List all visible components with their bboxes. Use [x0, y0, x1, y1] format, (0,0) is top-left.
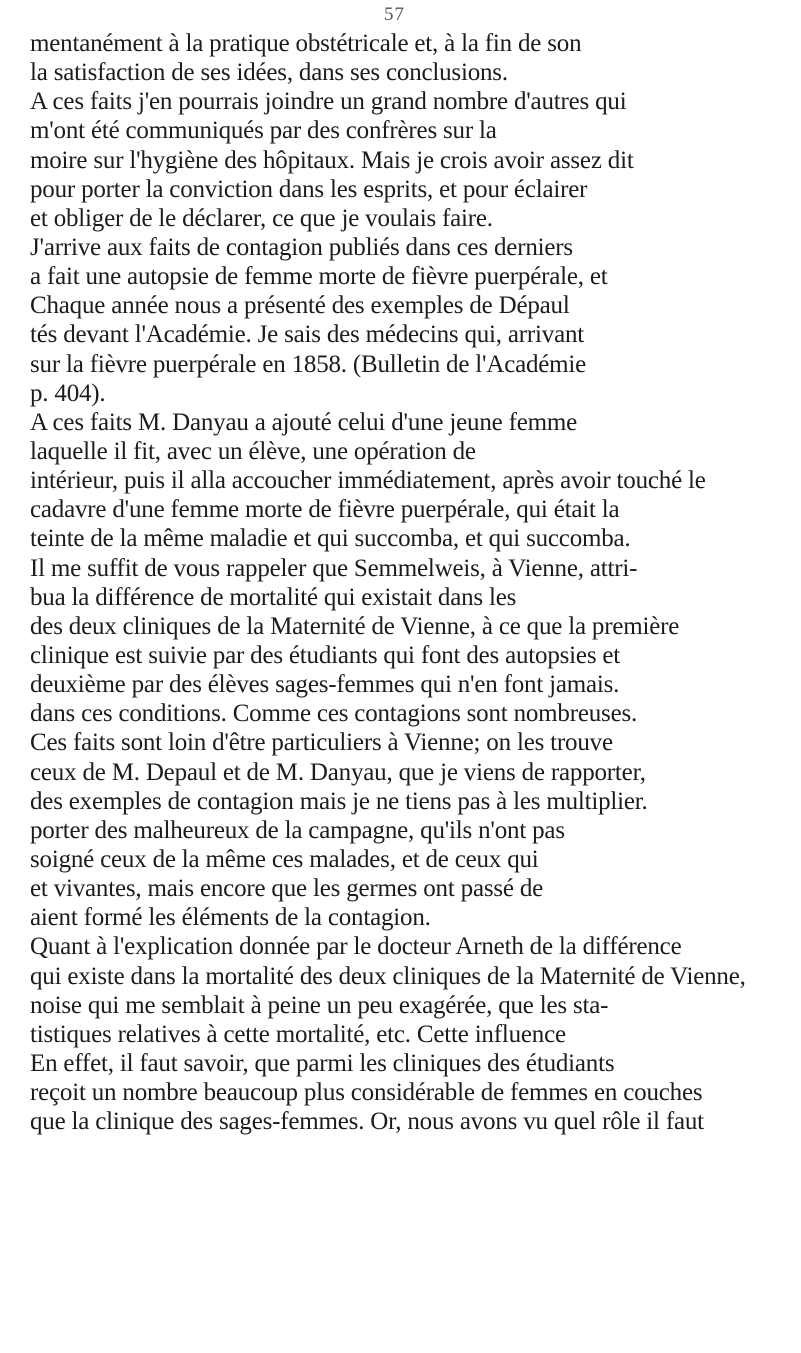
text-line: des exemples de contagion mais je ne tiens pas à les multiplier.	[30, 787, 648, 815]
text-line: la satisfaction de ses idées, dans ses conclusions.	[30, 59, 508, 87]
text-line: clinique est suivie par des étudiants qui font des autopsies et	[30, 641, 621, 669]
text-line: noise qui me semblait à peine un peu exagérée, que les sta-	[30, 991, 609, 1019]
text-line: que la clinique des sages-femmes. Or, nous avons vu quel rôle il faut	[30, 1108, 704, 1136]
text-line: bua la différence de mortalité qui existait dans les	[30, 583, 517, 611]
text-line: A ces faits M. Danyau a ajouté celui d'une jeune femme	[30, 408, 577, 436]
text-line: deuxième par des élèves sages-femmes qui n'en font jamais.	[30, 671, 620, 699]
text-line: qui existe dans la mortalité des deux cliniques de la Maternité de Vienne,	[30, 962, 746, 990]
text-line: reçoit un nombre beaucoup plus considérable de femmes en couches	[30, 1079, 703, 1107]
text-line: sur la fièvre puerpérale en 1858. (Bulletin de l'Académie	[30, 350, 587, 378]
page-number: 57	[384, 4, 405, 25]
text-line: des deux cliniques de la Maternité de Vienne, à ce que la première	[30, 612, 680, 640]
text-line: Chaque année nous a présenté des exemples de Dépaul	[30, 292, 570, 320]
text-line: tés devant l'Académie. Je sais des médecins qui, arrivant	[30, 321, 585, 349]
text-line: a fait une autopsie de femme morte de fièvre puerpérale, et	[30, 263, 608, 291]
body-text	[30, 29, 790, 1136]
text-line: A ces faits j'en pourrais joindre un grand nombre d'autres qui	[30, 88, 627, 116]
text-line: cadavre d'une femme morte de fièvre puerpérale, qui était la	[30, 496, 620, 524]
text-line: aient formé les éléments de la contagion.	[30, 904, 431, 932]
text-line: porter des malheureux de la campagne, qu'ils n'ont pas	[30, 816, 565, 844]
text-line: Ces faits sont loin d'être particuliers à Vienne; on les trouve	[30, 729, 613, 757]
text-line: pour porter la conviction dans les esprits, et pour éclairer	[30, 175, 588, 203]
text-line: laquelle il fit, avec un élève, une opération de	[30, 437, 476, 465]
text-line: m'ont été communiqués par des confrères sur la	[30, 117, 497, 145]
text-line: Il me suffit de vous rappeler que Semmelweis, à Vienne, attri-	[30, 554, 638, 582]
text-line: tistiques relatives à cette mortalité, etc. Cette influence	[30, 1020, 566, 1048]
text-line: teinte de la même maladie et qui succomba, et qui succomba.	[30, 525, 631, 553]
text-line: J'arrive aux faits de contagion publiés dans ces derniers	[30, 233, 573, 261]
text-line: ceux de M. Depaul et de M. Danyau, que je viens de rapporter,	[30, 758, 646, 786]
text-line: intérieur, puis il alla accoucher immédiatement, après avoir touché le	[30, 467, 706, 495]
text-line: soigné ceux de la même ces malades, et de ceux qui	[30, 845, 539, 873]
text-line: dans ces conditions. Comme ces contagions sont nombreuses.	[30, 700, 638, 728]
text-line: En effet, il faut savoir, que parmi les cliniques des étudiants	[30, 1049, 615, 1077]
text-line: Quant à l'explication donnée par le docteur Arneth de la différence	[30, 933, 682, 961]
text-line: p. 404).	[30, 379, 106, 407]
text-line: moire sur l'hygiène des hôpitaux. Mais je crois avoir assez dit	[30, 146, 634, 174]
text-line: et obliger de le déclarer, ce que je voulais faire.	[30, 204, 493, 232]
text-line: et vivantes, mais encore que les germes ont passé de	[30, 875, 544, 903]
text-line: mentanément à la pratique obstétricale et, à la fin de son	[30, 30, 582, 57]
